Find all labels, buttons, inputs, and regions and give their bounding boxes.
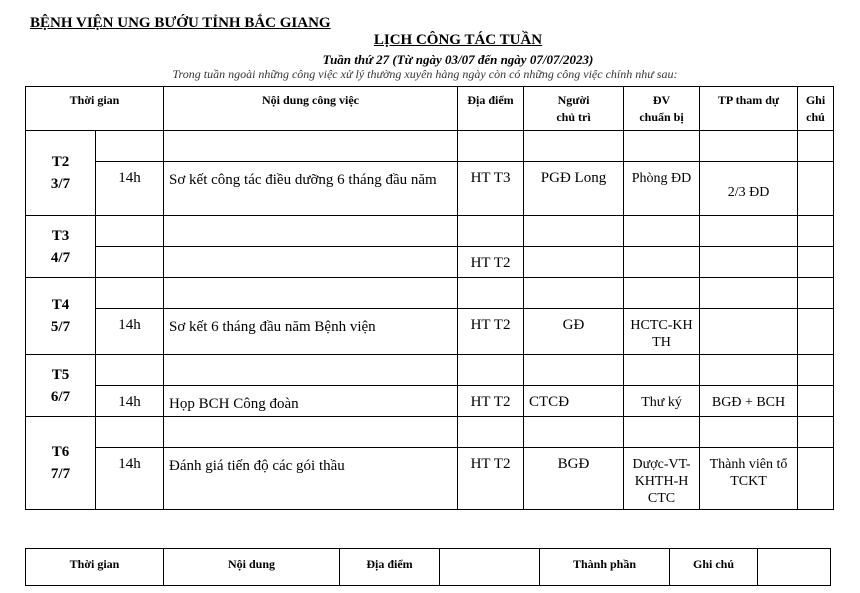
day-date: 5/7: [50, 319, 71, 335]
content-cell: Sơ kết công tác điều dưỡng 6 tháng đầu năm: [164, 162, 458, 216]
place-cell: [458, 131, 524, 162]
chair-cell: [524, 131, 624, 162]
time-cell: 14h: [96, 162, 164, 216]
attend-cell: [700, 355, 798, 386]
table-row: [26, 309, 834, 355]
col-note-line1: Ghi: [805, 93, 826, 107]
chair-cell: GĐ: [524, 309, 624, 355]
chair-cell: CTCĐ: [524, 386, 624, 417]
chair-cell: [524, 417, 624, 448]
chair-cell: [524, 355, 624, 386]
table-row: [26, 162, 834, 216]
footer-row: [26, 549, 831, 586]
unit-cell: [624, 247, 700, 278]
footer-content: Nội dung: [164, 549, 340, 586]
unit-cell: [624, 216, 700, 247]
unit-cell: HCTC-KH TH: [624, 309, 700, 355]
unit-cell: [624, 131, 700, 162]
note-cell: [798, 386, 834, 417]
col-place: Địa điểm: [458, 87, 524, 131]
attend-cell: [700, 278, 798, 309]
chair-cell: [524, 216, 624, 247]
note-cell: [798, 309, 834, 355]
time-cell: [96, 247, 164, 278]
day-label: T6: [51, 444, 70, 460]
day-date: 4/7: [50, 249, 71, 266]
day-cell: [26, 216, 96, 278]
footer-blank: [440, 549, 540, 586]
table-row: [26, 355, 834, 386]
footer-time: Thời gian: [26, 549, 164, 586]
note-cell: [798, 131, 834, 162]
attend-cell: [700, 309, 798, 355]
place-cell: [458, 278, 524, 309]
attend-cell: [700, 162, 798, 216]
content-cell: Họp BCH Công đoàn: [164, 386, 458, 417]
note-cell: [798, 216, 834, 247]
place-cell: HT T3: [458, 162, 524, 216]
footer-table: [25, 548, 831, 586]
col-time: Thời gian: [26, 87, 164, 131]
hospital-name: BỆNH VIỆN UNG BƯỚU TỈNH BẮC GIANG: [30, 15, 331, 31]
note-cell: [798, 162, 834, 216]
chair-cell: [524, 278, 624, 309]
day-cell: [26, 131, 96, 216]
time-cell: [96, 417, 164, 448]
unit-cell: [624, 417, 700, 448]
content-cell: [164, 247, 458, 278]
note-cell: [798, 448, 834, 510]
day-cell: [26, 355, 96, 417]
table-row: [26, 247, 834, 278]
content-cell: [164, 417, 458, 448]
day-label: T4: [51, 297, 70, 313]
time-cell: [96, 355, 164, 386]
time-cell: 14h: [96, 309, 164, 355]
chair-cell: PGĐ Long: [524, 162, 624, 216]
time-cell: 14h: [96, 448, 164, 510]
content-cell: [164, 278, 458, 309]
footer-blank-end: [758, 549, 831, 586]
table-row: [26, 386, 834, 417]
content-cell: Đánh giá tiến độ các gói thầu: [164, 448, 458, 510]
col-attend: TP tham dự: [700, 87, 798, 131]
header-row: [26, 87, 834, 131]
unit-cell: [624, 278, 700, 309]
attend-cell: [700, 131, 798, 162]
place-cell: HT T2: [458, 247, 524, 278]
attend-cell: BGĐ + BCH: [700, 386, 798, 417]
attend-cell: [700, 417, 798, 448]
col-chair: [524, 87, 624, 131]
time-cell: [96, 216, 164, 247]
day-date: 3/7: [50, 176, 71, 192]
day-label: T3: [51, 227, 70, 244]
table-row: [26, 448, 834, 510]
place-cell: [458, 417, 524, 448]
table-row: [26, 278, 834, 309]
note-cell: [798, 247, 834, 278]
table-row: [26, 131, 834, 162]
unit-cell: Thư ký: [624, 386, 700, 417]
footer-note: Ghi chú: [670, 549, 758, 586]
content-cell: [164, 216, 458, 247]
unit-cell: Dược-VT-KHTH-H CTC: [624, 448, 700, 510]
intro-text: Trong tuần ngoài những công việc xử lý thường xuyên hàng ngày còn có những công việc chính như sau:: [172, 67, 678, 81]
day-cell: [26, 417, 96, 510]
time-cell: [96, 131, 164, 162]
unit-cell: Phòng ĐD: [624, 162, 700, 216]
schedule-table: [25, 86, 834, 510]
day-cell: [26, 278, 96, 355]
table-row: [26, 216, 834, 247]
footer-members: Thành phần: [540, 549, 670, 586]
schedule-title: LỊCH CÔNG TÁC TUẦN: [373, 32, 543, 48]
time-cell: 14h: [96, 386, 164, 417]
table-row: [26, 417, 834, 448]
content-cell: [164, 355, 458, 386]
unit-cell: [624, 355, 700, 386]
place-cell: HT T2: [458, 448, 524, 510]
footer-place: Địa điểm: [340, 549, 440, 586]
col-note: [798, 87, 834, 131]
attend-cell: Thành viên tổ TCKT: [700, 448, 798, 510]
note-cell: [798, 355, 834, 386]
chair-cell: BGĐ: [524, 448, 624, 510]
note-cell: [798, 417, 834, 448]
day-date: 6/7: [50, 388, 71, 405]
attend-cell: [700, 216, 798, 247]
col-unit: [624, 87, 700, 131]
attend-text: 2/3 ĐD: [727, 185, 770, 200]
col-unit-line1: ĐV: [652, 93, 671, 107]
chair-cell: [524, 247, 624, 278]
col-note-line2: chú: [806, 110, 825, 124]
col-chair-line2: chủ trì: [556, 110, 591, 124]
place-cell: HT T2: [458, 386, 524, 417]
col-chair-line1: Người: [557, 93, 590, 107]
week-range: Tuần thứ 27 (Từ ngày 03/07 đến ngày 07/07/2023): [322, 52, 594, 67]
place-cell: [458, 216, 524, 247]
day-label: T5: [51, 366, 70, 383]
col-content: Nội dung công việc: [164, 87, 458, 131]
place-cell: [458, 355, 524, 386]
content-cell: [164, 131, 458, 162]
place-cell: HT T2: [458, 309, 524, 355]
day-date: 7/7: [50, 466, 71, 482]
attend-cell: [700, 247, 798, 278]
note-cell: [798, 278, 834, 309]
time-cell: [96, 278, 164, 309]
col-unit-line2: chuẩn bị: [639, 110, 684, 124]
day-label: T2: [51, 154, 70, 170]
content-cell: Sơ kết 6 tháng đầu năm Bệnh viện: [164, 309, 458, 355]
